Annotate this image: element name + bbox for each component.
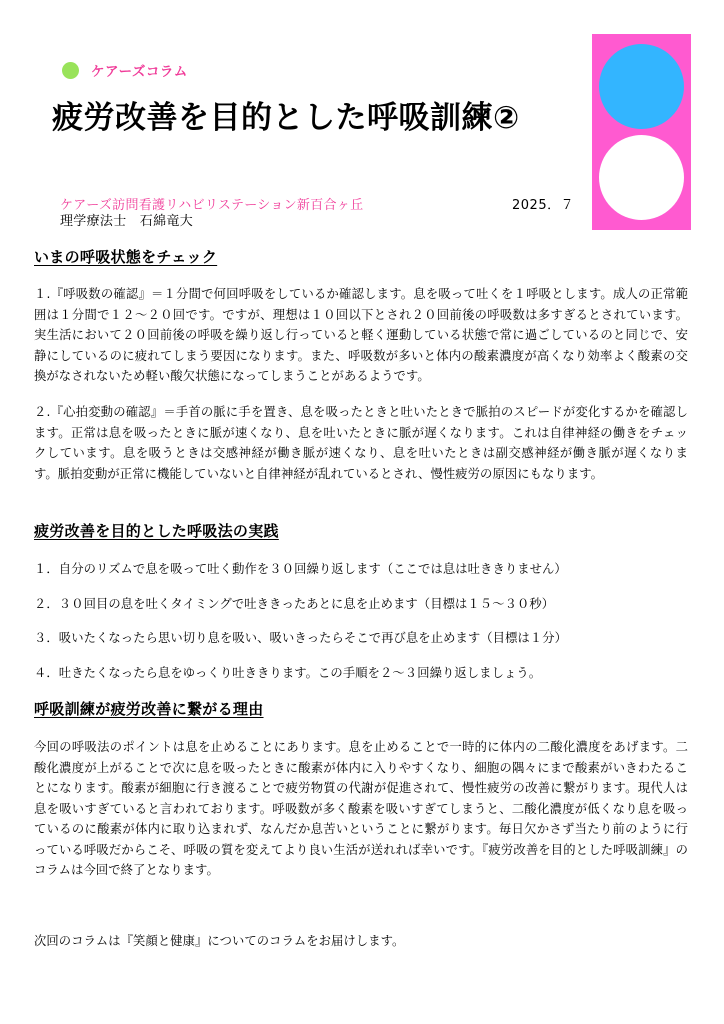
section-heading-check: いまの呼吸状態をチェック	[34, 248, 218, 266]
page-title: 疲労改善を目的とした呼吸訓練②	[52, 100, 520, 136]
organization-name: ケアーズ訪問看護リハビリステーション新百合ヶ丘	[60, 198, 364, 213]
step-item-4: ４．吐きたくなったら息をゆっくり吐ききります。この手順を２～３回繰り返しましょう。	[34, 666, 542, 680]
paragraph-heart-rate: ２.『心拍変動の確認』＝手首の脈に手を置き、息を吸ったときと吐いたときで脈拍のスピードが変化するかを確認します。正常は息を吸ったときに脈が速くなり、息を吐いたときに脈が遅くなります。これは自律神経の働きをチェックしています。息を吸うときは交感神経が働き脈が速くなり、息を吐いたときは副交感神経が働き脈が遅くなります。脈拍変動が正常に機能していないと自律神経が乱れているとされ、慢性疲労の原因にもなります。	[34, 405, 688, 481]
publish-date: 2025．７	[512, 198, 575, 213]
green-bullet-icon	[62, 62, 79, 79]
white-circle-icon	[599, 135, 684, 220]
step-item-3: ３．吸いたくなったら思い切り息を吸い、吸いきったらそこで再び息を止めます（目標は１分）	[34, 631, 568, 645]
series-header	[62, 60, 188, 80]
step-item-2: ２．３０回目の息を吐くタイミングで吐ききったあとに息を止めます（目標は１５～３０秒）	[34, 597, 555, 611]
section-heading-practice: 疲労改善を目的とした呼吸法の実践	[34, 522, 279, 540]
series-label: ケアーズコラム	[91, 64, 188, 80]
step-item-1: １．自分のリズムで息を吸って吐く動作を３０回繰り返します（ここでは息は吐ききりません）	[34, 562, 567, 576]
section-heading-reason: 呼吸訓練が疲労改善に繋がる理由	[34, 700, 264, 718]
paragraph-breath-rate: １.『呼吸数の確認』＝１分間で何回呼吸をしているか確認します。息を吸って吐くを１呼吸とします。成人の正常範囲は１分間で１２～２０回です。ですが、理想は１０回以下とされ２０回前後の呼吸数は多すぎるとされています。実生活において２０回前後の呼吸を繰り返し行っていると軽く運動している状態で常に過ごしているのと同じで、安静にしているのに疲れてしまう要因になります。また、呼吸数が多いと体内の酸素濃度が高くなり効率よく酸素の交換がなされないため軽い酸欠状態になってしまうことがあるようです。	[34, 287, 688, 383]
paragraph-reason: 今回の呼吸法のポイントは息を止めることにあります。息を止めることで一時的に体内の二酸化濃度をあげます。二酸化濃度が上がることで次に息を吸ったときに酸素が体内に入りやすくなり、細胞の隅々にまで酸素がいきわたることになります。酸素が細胞に行き渡ることで疲労物質の代謝が促進されて、慢性疲労の改善に繋がります。現代人は息を吸いすぎていると言われております。呼吸数が多く酸素を吸いすぎてしまうと、二酸化濃度が低くなり息を吸っているのに酸素が体内に取り込まれず、なんだか息苦いということに繋がります。毎日欠かさず当たり前のように行っている呼吸だからこそ、呼吸の質を変えてより良い生活が送れれば幸いです。『疲労改善を目的とした呼吸訓練』のコラムは今回で終了となります。	[34, 740, 688, 877]
next-column-notice: 次回のコラムは『笑顔と健康』についてのコラムをお届けします。	[34, 934, 405, 948]
blue-circle-icon	[599, 44, 684, 129]
author-name: 理学療法士 石綿竜大	[60, 214, 194, 229]
decorative-panel	[592, 34, 691, 230]
